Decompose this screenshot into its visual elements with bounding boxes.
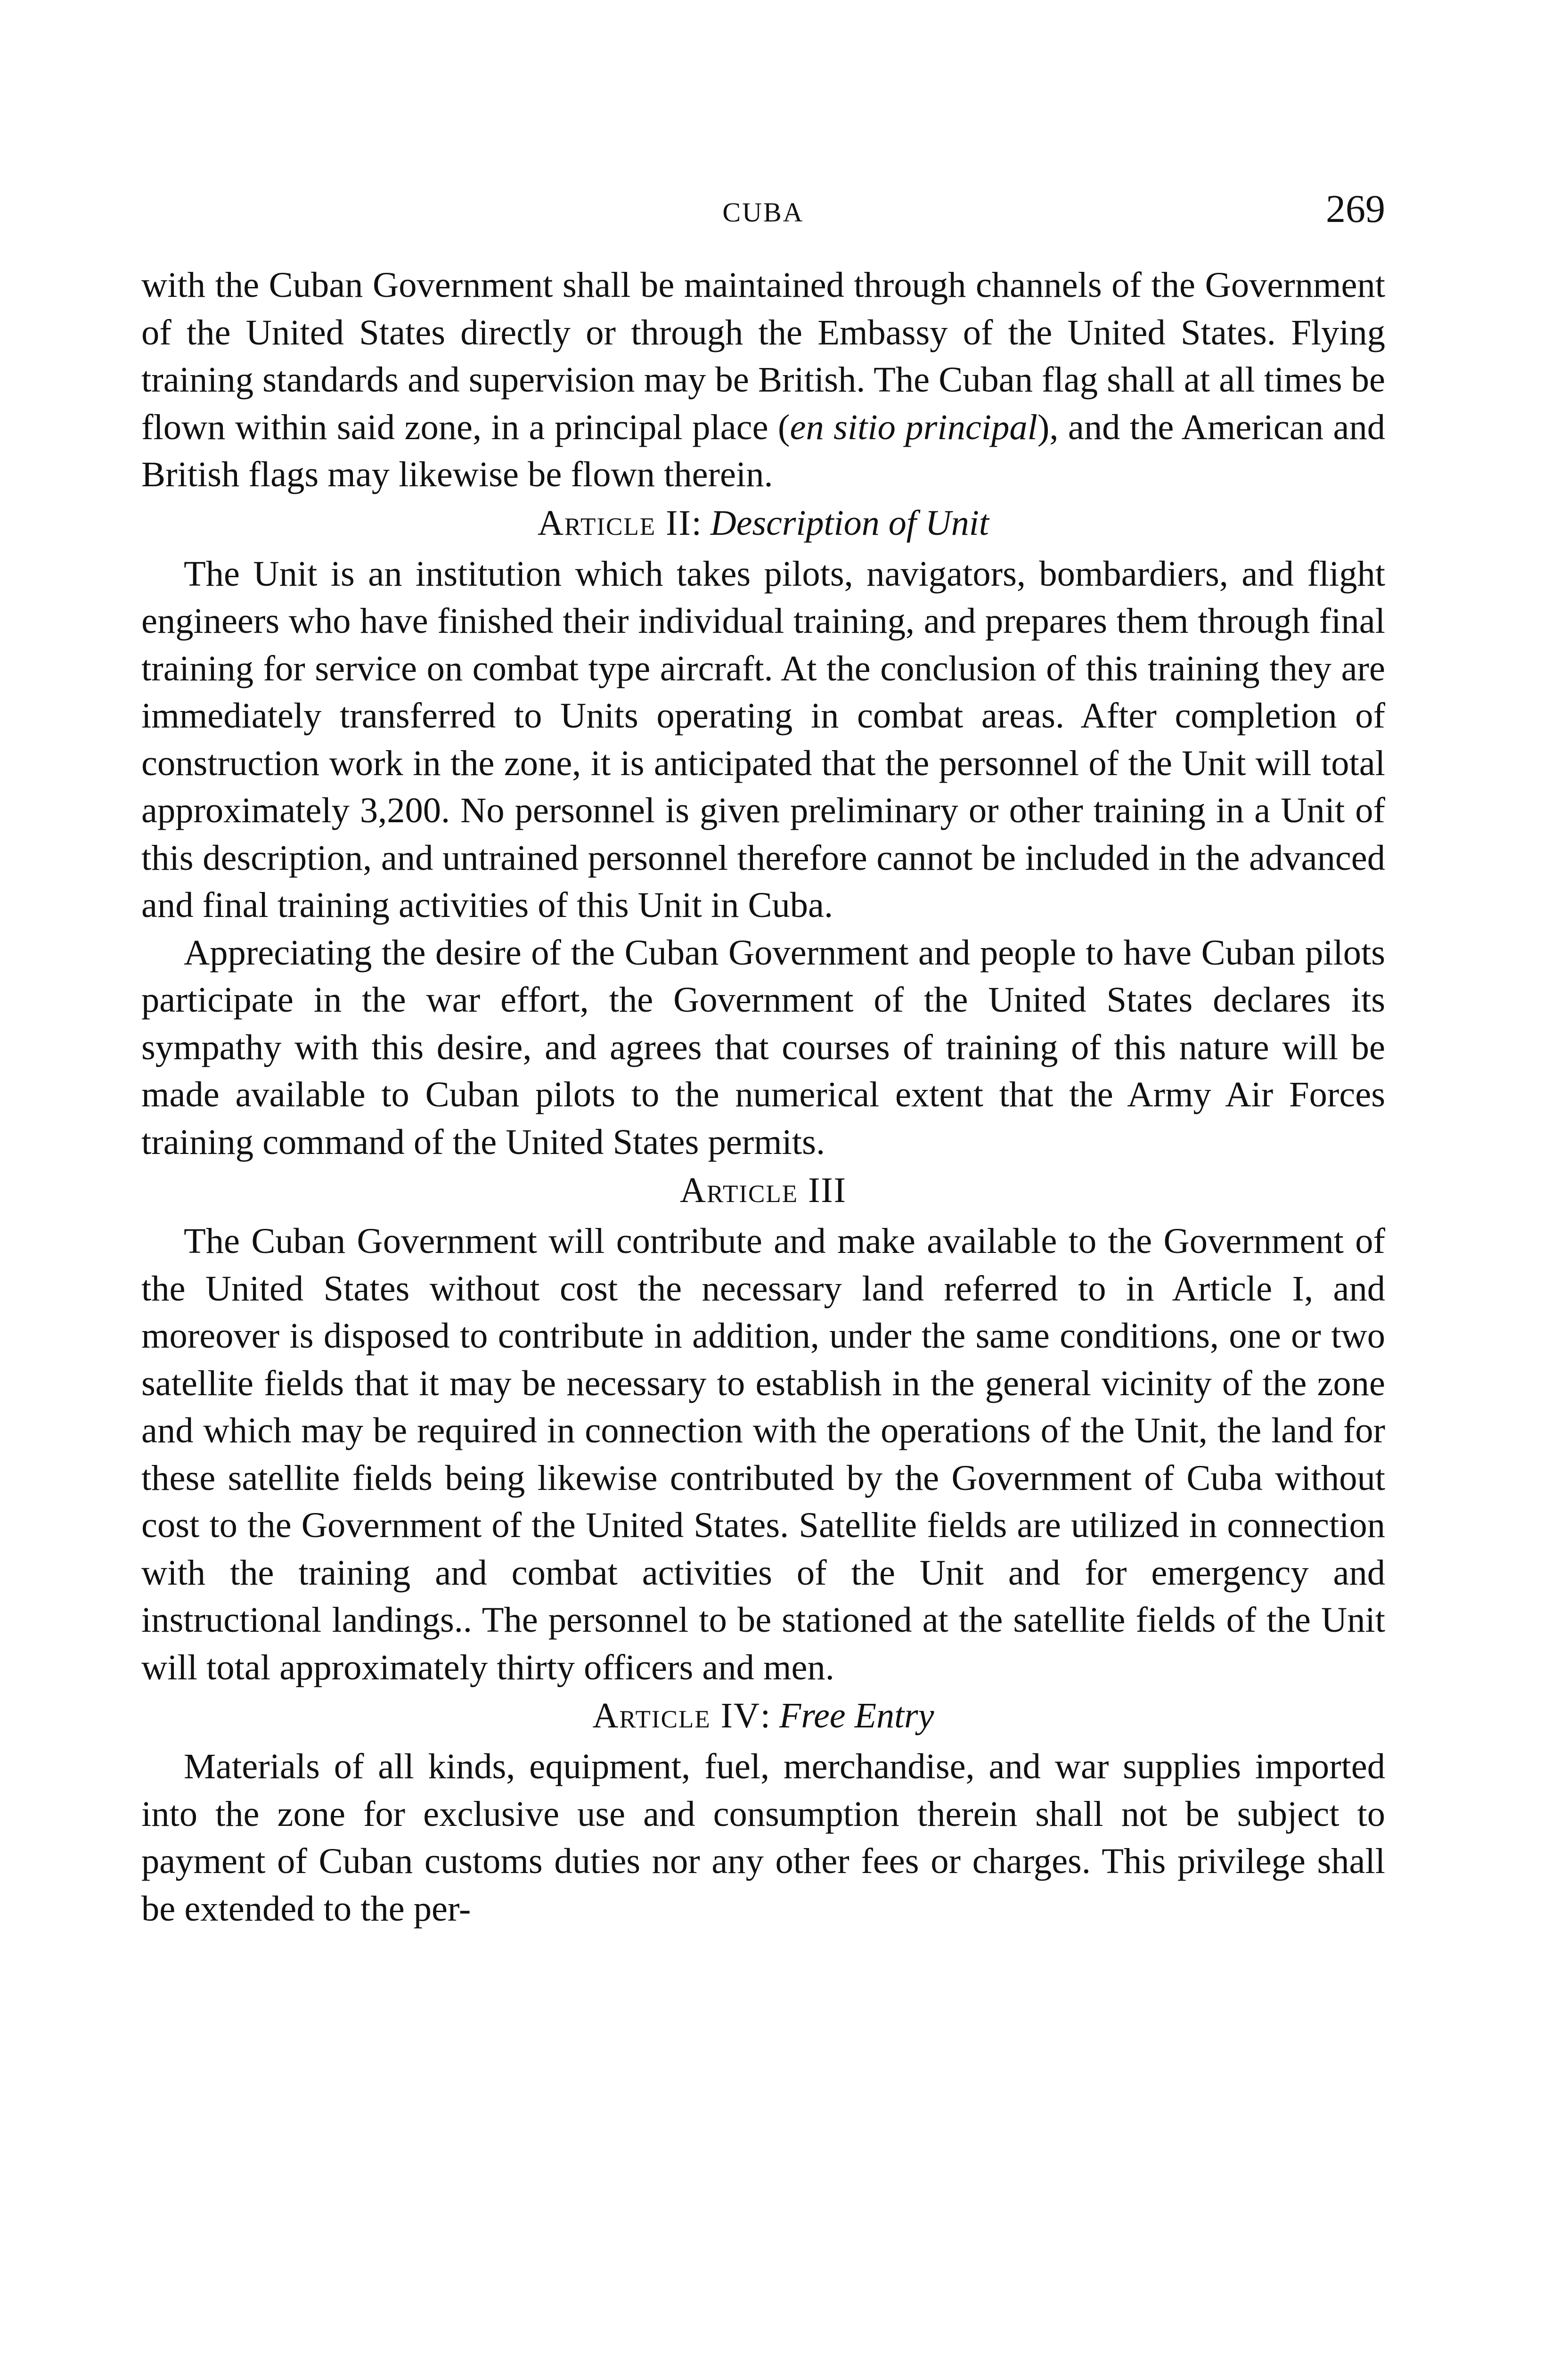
paragraph-text: with the Cuban Government shall be maintained through channels of the Government of the United States directly or through the Embassy of the United States. Flying training standards and supervision may be British. The Cuban flag shall at all times be flown within said zone, in a principal place ( (141, 265, 1385, 447)
paragraph-continuation (141, 262, 1385, 499)
paragraph-free-entry: Materials of all kinds, equipment, fuel, merchandise, and war supplies imported into the zone for exclusive use and consumption therein shall not be subject to payment of Cuban customs duties nor any other fees or charges. This privilege shall be extended to the per- (141, 1746, 1385, 1929)
article-label: Article III (679, 1170, 847, 1210)
body-text (141, 262, 1385, 1932)
italic-phrase: en sitio principal (790, 407, 1037, 447)
paragraph-text: ), and the American and British flags may likewise be flown therein. (141, 407, 1385, 494)
article-iv-heading (141, 1691, 1385, 1743)
page-number: 269 (1326, 187, 1385, 231)
paragraph-unit-description: The Unit is an institution which takes pilots, navigators, bombardiers, and flight engineers who have finished their individual training, and prepares them through final training for service on combat type aircraft. At the conclusion of this training they are immediately transferred to Units operating in combat areas. After completion of construction work in the zone, it is anticipated that the personnel of the Unit will total approximately 3,200. No personnel is given preliminary or other training in a Unit of this description, and untrained personnel therefore cannot be included in the advanced and final training activities of this Unit in Cuba. (141, 553, 1385, 925)
heading-separator: : (691, 503, 710, 543)
running-header (141, 186, 1385, 238)
article-label: Article IV (592, 1696, 760, 1735)
heading-separator: : (760, 1696, 779, 1735)
article-label: Article II (538, 503, 692, 543)
article-iii-heading (141, 1166, 1385, 1218)
article-title: Description of Unit (710, 503, 989, 543)
paragraph-cuban-pilots: Appreciating the desire of the Cuban Government and people to have Cuban pilots participate in the war effort, the Government of the United States declares its sympathy with this desire, and agrees that courses of training of this nature will be made available to Cuban pilots to the numerical extent that the Army Air Forces training command of the United States permits. (141, 932, 1385, 1162)
paragraph-land-contribution: The Cuban Government will contribute and make available to the Government of the United States without cost the necessary land referred to in Article I, and moreover is disposed to contribute in addition, under the same conditions, one or two satellite fields that it may be necessary to establish in the general vicinity of the zone and which may be required in connection with the operations of the Unit, the land for these satellite fields being likewise contributed by the Government of Cuba without cost to the Government of the United States. Satellite fields are utilized in connection with the training and combat activities of the Unit and for emergency and instructional landings.. The personnel to be stationed at the satellite fields of the Unit will total approximately thirty officers and men. (141, 1221, 1385, 1687)
article-title: Free Entry (779, 1696, 934, 1735)
article-ii-heading (141, 499, 1385, 550)
running-title: CUBA (722, 197, 804, 228)
